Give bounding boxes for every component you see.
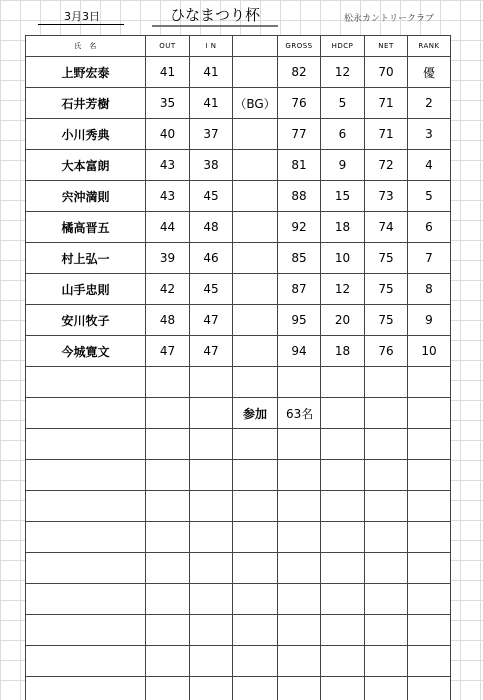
blank-row bbox=[26, 429, 451, 460]
cell-net: 75 bbox=[365, 305, 408, 336]
cell-hdcp: 18 bbox=[321, 212, 365, 243]
cell-rank: 7 bbox=[408, 243, 451, 274]
cell-hdcp: 5 bbox=[321, 88, 365, 119]
blank-row bbox=[26, 522, 451, 553]
cell-name: 小川秀典 bbox=[26, 119, 146, 150]
blank-cell bbox=[278, 367, 321, 398]
cell-rank: 4 bbox=[408, 150, 451, 181]
cell-note bbox=[233, 212, 278, 243]
cell-gross: 94 bbox=[278, 336, 321, 367]
blank-cell bbox=[365, 553, 408, 584]
blank-cell bbox=[321, 553, 365, 584]
cell-note bbox=[233, 305, 278, 336]
cell-net: 72 bbox=[365, 150, 408, 181]
blank-cell bbox=[365, 460, 408, 491]
cell-net: 76 bbox=[365, 336, 408, 367]
blank-cell bbox=[190, 522, 233, 553]
cell-out: 41 bbox=[146, 57, 190, 88]
blank-cell bbox=[365, 522, 408, 553]
blank-cell bbox=[408, 367, 451, 398]
blank-cell bbox=[408, 646, 451, 677]
cell-gross: 92 bbox=[278, 212, 321, 243]
cell-note bbox=[233, 274, 278, 305]
cell-in: 47 bbox=[190, 336, 233, 367]
blank-cell bbox=[146, 553, 190, 584]
blank-cell bbox=[146, 615, 190, 646]
blank-cell bbox=[321, 491, 365, 522]
blank-cell bbox=[26, 646, 146, 677]
blank-cell bbox=[408, 398, 451, 429]
blank-cell bbox=[321, 615, 365, 646]
table-row bbox=[26, 274, 451, 305]
cell-net: 73 bbox=[365, 181, 408, 212]
cell-hdcp: 15 bbox=[321, 181, 365, 212]
col-header-note bbox=[233, 36, 278, 57]
blank-cell bbox=[278, 615, 321, 646]
blank-cell bbox=[190, 367, 233, 398]
cell-rank: 3 bbox=[408, 119, 451, 150]
blank-row bbox=[26, 584, 451, 615]
blank-cell bbox=[408, 460, 451, 491]
blank-cell bbox=[408, 553, 451, 584]
col-header-name: 氏 名 bbox=[26, 36, 146, 57]
cell-name: 石井芳樹 bbox=[26, 88, 146, 119]
blank-cell bbox=[408, 522, 451, 553]
blank-row bbox=[26, 677, 451, 700]
cell-gross: 81 bbox=[278, 150, 321, 181]
cell-net: 75 bbox=[365, 274, 408, 305]
cell-out: 47 bbox=[146, 336, 190, 367]
cell-hdcp: 12 bbox=[321, 274, 365, 305]
blank-cell bbox=[190, 398, 233, 429]
cell-hdcp: 6 bbox=[321, 119, 365, 150]
blank-cell bbox=[26, 553, 146, 584]
blank-cell bbox=[365, 615, 408, 646]
cell-name: 大本富朗 bbox=[26, 150, 146, 181]
cell-in: 47 bbox=[190, 305, 233, 336]
blank-cell bbox=[408, 584, 451, 615]
table-row bbox=[26, 150, 451, 181]
cell-in: 37 bbox=[190, 119, 233, 150]
cell-hdcp: 20 bbox=[321, 305, 365, 336]
blank-row bbox=[26, 460, 451, 491]
blank-cell bbox=[233, 429, 278, 460]
blank-cell bbox=[365, 491, 408, 522]
blank-cell bbox=[365, 677, 408, 700]
blank-cell bbox=[190, 460, 233, 491]
blank-cell bbox=[278, 553, 321, 584]
col-header-gross: GROSS bbox=[278, 36, 321, 57]
cell-in: 48 bbox=[190, 212, 233, 243]
table-row bbox=[26, 181, 451, 212]
cell-out: 48 bbox=[146, 305, 190, 336]
cell-net: 71 bbox=[365, 88, 408, 119]
blank-cell bbox=[408, 491, 451, 522]
blank-cell bbox=[26, 460, 146, 491]
cell-in: 38 bbox=[190, 150, 233, 181]
cell-hdcp: 12 bbox=[321, 57, 365, 88]
blank-cell bbox=[321, 398, 365, 429]
cell-name: 橘高晋五 bbox=[26, 212, 146, 243]
table-row bbox=[26, 57, 451, 88]
cell-note bbox=[233, 119, 278, 150]
blank-cell bbox=[233, 615, 278, 646]
blank-row bbox=[26, 553, 451, 584]
blank-cell bbox=[321, 429, 365, 460]
blank-cell bbox=[365, 429, 408, 460]
blank-cell bbox=[190, 491, 233, 522]
cell-name: 山手忠則 bbox=[26, 274, 146, 305]
blank-cell bbox=[146, 460, 190, 491]
col-header-hdcp: HDCP bbox=[321, 36, 365, 57]
blank-cell bbox=[26, 398, 146, 429]
club-name: 松永カントリークラブ bbox=[344, 14, 435, 24]
blank-cell bbox=[233, 367, 278, 398]
blank-cell bbox=[190, 615, 233, 646]
cell-gross: 77 bbox=[278, 119, 321, 150]
cell-rank: 6 bbox=[408, 212, 451, 243]
blank-cell bbox=[233, 584, 278, 615]
cell-net: 70 bbox=[365, 57, 408, 88]
cell-rank: 10 bbox=[408, 336, 451, 367]
blank-cell bbox=[146, 677, 190, 700]
cell-out: 43 bbox=[146, 181, 190, 212]
blank-cell bbox=[278, 491, 321, 522]
blank-cell bbox=[190, 553, 233, 584]
blank-cell bbox=[408, 429, 451, 460]
blank-cell bbox=[190, 677, 233, 700]
cell-gross: 85 bbox=[278, 243, 321, 274]
cell-note bbox=[233, 150, 278, 181]
blank-cell bbox=[26, 522, 146, 553]
blank-cell bbox=[26, 491, 146, 522]
blank-cell bbox=[233, 491, 278, 522]
cell-note bbox=[233, 336, 278, 367]
cell-net: 71 bbox=[365, 119, 408, 150]
results-body bbox=[26, 57, 451, 700]
table-row bbox=[26, 88, 451, 119]
cell-out: 40 bbox=[146, 119, 190, 150]
cell-gross: 88 bbox=[278, 181, 321, 212]
date-underline bbox=[38, 24, 124, 25]
blank-cell bbox=[146, 429, 190, 460]
cell-note bbox=[233, 243, 278, 274]
cell-rank: 2 bbox=[408, 88, 451, 119]
blank-row bbox=[26, 646, 451, 677]
blank-cell bbox=[190, 646, 233, 677]
cell-name: 上野宏泰 bbox=[26, 57, 146, 88]
title-underline bbox=[152, 25, 278, 27]
blank-cell bbox=[233, 522, 278, 553]
col-header-net: NET bbox=[365, 36, 408, 57]
cell-gross: 95 bbox=[278, 305, 321, 336]
blank-cell bbox=[146, 491, 190, 522]
col-header-out: OUT bbox=[146, 36, 190, 57]
cell-rank: 優 bbox=[408, 57, 451, 88]
blank-cell bbox=[26, 677, 146, 700]
table-row bbox=[26, 336, 451, 367]
event-title: ひなまつり杯 bbox=[169, 6, 260, 24]
cell-out: 44 bbox=[146, 212, 190, 243]
blank-cell bbox=[146, 398, 190, 429]
blank-cell bbox=[26, 584, 146, 615]
cell-in: 41 bbox=[190, 57, 233, 88]
cell-rank: 5 bbox=[408, 181, 451, 212]
cell-rank: 9 bbox=[408, 305, 451, 336]
cell-in: 45 bbox=[190, 274, 233, 305]
blank-cell bbox=[146, 367, 190, 398]
blank-cell bbox=[321, 522, 365, 553]
blank-cell bbox=[233, 460, 278, 491]
blank-cell bbox=[190, 429, 233, 460]
blank-cell bbox=[365, 584, 408, 615]
blank-cell bbox=[146, 522, 190, 553]
cell-gross: 87 bbox=[278, 274, 321, 305]
blank-cell bbox=[408, 615, 451, 646]
blank-cell bbox=[365, 398, 408, 429]
blank-cell bbox=[233, 677, 278, 700]
blank-cell bbox=[321, 367, 365, 398]
cell-in: 46 bbox=[190, 243, 233, 274]
cell-net: 75 bbox=[365, 243, 408, 274]
blank-cell bbox=[408, 677, 451, 700]
table-row bbox=[26, 119, 451, 150]
cell-name: 村上弘一 bbox=[26, 243, 146, 274]
blank-row bbox=[26, 491, 451, 522]
blank-row bbox=[26, 615, 451, 646]
participation-label: 参加 bbox=[233, 398, 278, 429]
participant-count: 63名 bbox=[278, 398, 321, 429]
cell-out: 39 bbox=[146, 243, 190, 274]
blank-cell bbox=[233, 646, 278, 677]
cell-name: 今城寛文 bbox=[26, 336, 146, 367]
blank-cell bbox=[321, 677, 365, 700]
cell-gross: 76 bbox=[278, 88, 321, 119]
cell-hdcp: 18 bbox=[321, 336, 365, 367]
blank-cell bbox=[365, 367, 408, 398]
blank-cell bbox=[278, 646, 321, 677]
cell-out: 35 bbox=[146, 88, 190, 119]
cell-name: 安川牧子 bbox=[26, 305, 146, 336]
cell-hdcp: 10 bbox=[321, 243, 365, 274]
blank-cell bbox=[321, 646, 365, 677]
col-header-rank: RANK bbox=[408, 36, 451, 57]
summary-row bbox=[26, 398, 451, 429]
blank-cell bbox=[365, 646, 408, 677]
results-table bbox=[25, 35, 451, 700]
cell-note bbox=[233, 181, 278, 212]
cell-net: 74 bbox=[365, 212, 408, 243]
cell-in: 45 bbox=[190, 181, 233, 212]
blank-cell bbox=[278, 584, 321, 615]
event-date: 3月3日 bbox=[64, 10, 100, 23]
blank-cell bbox=[278, 429, 321, 460]
blank-row bbox=[26, 367, 451, 398]
col-header-in: I N bbox=[190, 36, 233, 57]
blank-cell bbox=[26, 367, 146, 398]
cell-rank: 8 bbox=[408, 274, 451, 305]
blank-cell bbox=[146, 584, 190, 615]
table-row bbox=[26, 243, 451, 274]
blank-cell bbox=[190, 584, 233, 615]
blank-cell bbox=[233, 553, 278, 584]
header-row bbox=[26, 36, 451, 57]
cell-in: 41 bbox=[190, 88, 233, 119]
blank-cell bbox=[278, 677, 321, 700]
blank-cell bbox=[278, 460, 321, 491]
blank-cell bbox=[146, 646, 190, 677]
cell-out: 42 bbox=[146, 274, 190, 305]
table-row bbox=[26, 305, 451, 336]
cell-name: 宍沖満則 bbox=[26, 181, 146, 212]
blank-cell bbox=[26, 615, 146, 646]
cell-note: （BG） bbox=[233, 88, 278, 119]
blank-cell bbox=[321, 460, 365, 491]
blank-cell bbox=[278, 522, 321, 553]
cell-note bbox=[233, 57, 278, 88]
table-row bbox=[26, 212, 451, 243]
cell-out: 43 bbox=[146, 150, 190, 181]
blank-cell bbox=[26, 429, 146, 460]
cell-gross: 82 bbox=[278, 57, 321, 88]
cell-hdcp: 9 bbox=[321, 150, 365, 181]
blank-cell bbox=[321, 584, 365, 615]
